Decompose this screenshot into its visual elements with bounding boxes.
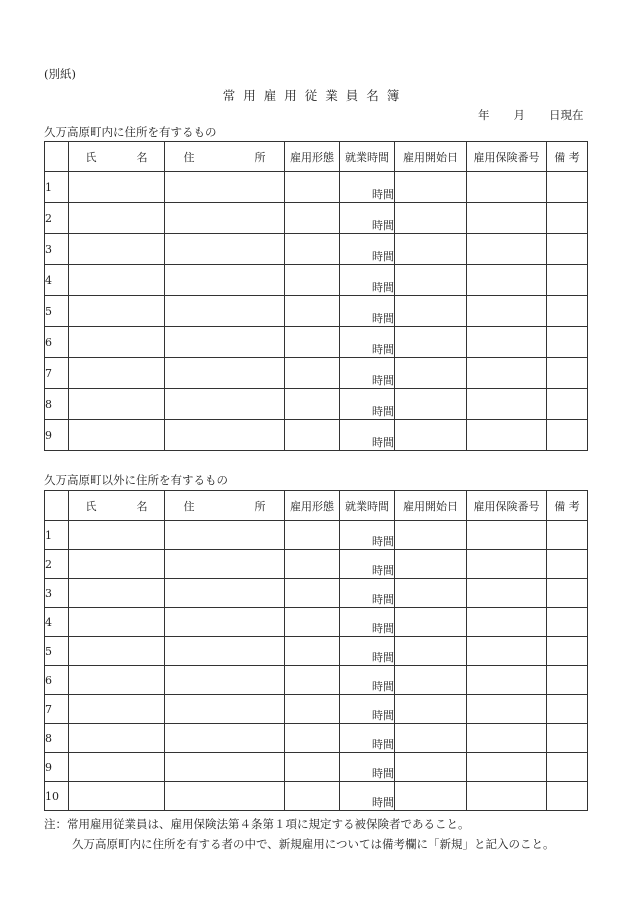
address-cell[interactable]	[165, 327, 285, 358]
address-cell[interactable]	[165, 172, 285, 203]
header-remarks-text: 備 考	[554, 499, 580, 513]
header-address-text: 所	[254, 499, 266, 513]
row-number: 2	[45, 550, 69, 579]
address-cell[interactable]	[165, 608, 285, 637]
row-number: 1	[45, 172, 69, 203]
hours-unit-label: 時間	[372, 796, 394, 809]
address-cell[interactable]	[165, 234, 285, 265]
employment-type-cell[interactable]	[285, 695, 340, 724]
header-name	[69, 142, 165, 172]
work-hours-cell[interactable]	[340, 327, 395, 358]
row-number: 4	[45, 265, 69, 296]
name-cell[interactable]	[69, 753, 165, 782]
start-date-cell[interactable]	[395, 608, 467, 637]
page-title: 常用雇用従業員名簿	[222, 88, 408, 103]
name-cell[interactable]	[69, 521, 165, 550]
employment-type-cell[interactable]	[285, 420, 340, 451]
employment-type-cell[interactable]	[285, 724, 340, 753]
header-address	[165, 491, 285, 521]
start-date-cell[interactable]	[395, 521, 467, 550]
name-cell[interactable]	[69, 389, 165, 420]
insurance-no-cell[interactable]	[467, 234, 547, 265]
header-insurance-no-text: 雇用保険番号	[473, 150, 540, 164]
table-row	[45, 753, 588, 782]
header-address-text: 住	[183, 150, 195, 164]
header-remarks	[547, 491, 588, 521]
roster-table-outside-town	[44, 490, 588, 811]
name-cell[interactable]	[69, 666, 165, 695]
header-start-date-text: 雇用開始日	[403, 499, 458, 513]
date-line	[478, 107, 584, 123]
address-cell[interactable]	[165, 420, 285, 451]
work-hours-cell[interactable]	[340, 550, 395, 579]
row-number: 3	[45, 579, 69, 608]
table-row	[45, 608, 588, 637]
remarks-cell[interactable]	[547, 389, 588, 420]
work-hours-cell[interactable]	[340, 666, 395, 695]
start-date-cell[interactable]	[395, 327, 467, 358]
insurance-no-cell[interactable]	[467, 172, 547, 203]
insurance-no-cell[interactable]	[467, 265, 547, 296]
hours-unit-label: 時間	[372, 250, 394, 263]
name-cell[interactable]	[69, 358, 165, 389]
insurance-no-cell[interactable]	[467, 637, 547, 666]
start-date-cell[interactable]	[395, 234, 467, 265]
row-number: 9	[45, 420, 69, 451]
start-date-cell[interactable]	[395, 358, 467, 389]
hours-unit-label: 時間	[372, 535, 394, 548]
remarks-cell[interactable]	[547, 521, 588, 550]
work-hours-cell[interactable]	[340, 265, 395, 296]
work-hours-cell[interactable]	[340, 234, 395, 265]
start-date-cell[interactable]	[395, 550, 467, 579]
name-cell[interactable]	[69, 327, 165, 358]
insurance-no-cell[interactable]	[467, 550, 547, 579]
header-insurance-no	[467, 491, 547, 521]
table-row	[45, 172, 588, 203]
name-cell[interactable]	[69, 550, 165, 579]
address-cell[interactable]	[165, 579, 285, 608]
insurance-no-cell[interactable]	[467, 203, 547, 234]
employment-type-cell[interactable]	[285, 203, 340, 234]
table-row	[45, 521, 588, 550]
table-row	[45, 358, 588, 389]
work-hours-cell[interactable]	[340, 296, 395, 327]
date-day-label: 日現在	[549, 108, 584, 122]
address-cell[interactable]	[165, 265, 285, 296]
header-start-date	[395, 491, 467, 521]
remarks-cell[interactable]	[547, 782, 588, 811]
employment-type-cell[interactable]	[285, 327, 340, 358]
address-cell[interactable]	[165, 695, 285, 724]
remarks-cell[interactable]	[547, 203, 588, 234]
work-hours-cell[interactable]	[340, 172, 395, 203]
start-date-cell[interactable]	[395, 753, 467, 782]
remarks-cell[interactable]	[547, 666, 588, 695]
row-number: 8	[45, 724, 69, 753]
hours-unit-label: 時間	[372, 738, 394, 751]
header-remarks	[547, 142, 588, 172]
work-hours-cell[interactable]	[340, 753, 395, 782]
attachment-label: (別紙)	[44, 67, 76, 81]
start-date-cell[interactable]	[395, 637, 467, 666]
name-cell[interactable]	[69, 782, 165, 811]
row-number: 9	[45, 753, 69, 782]
header-address-text: 住	[183, 499, 195, 513]
hours-unit-label: 時間	[372, 374, 394, 387]
address-cell[interactable]	[165, 637, 285, 666]
table-row	[45, 234, 588, 265]
header-no	[45, 142, 69, 172]
header-start-date	[395, 142, 467, 172]
table-row	[45, 550, 588, 579]
header-employment-type-text: 雇用形態	[290, 150, 334, 164]
employment-type-cell[interactable]	[285, 265, 340, 296]
roster-table-in-town	[44, 141, 588, 451]
name-cell[interactable]	[69, 203, 165, 234]
remarks-cell[interactable]	[547, 358, 588, 389]
header-employment-type	[285, 491, 340, 521]
work-hours-cell[interactable]	[340, 358, 395, 389]
note-line-2: 久万高原町内に住所を有する者の中で、新規雇用については備考欄に「新規」と記入のこと。	[72, 837, 555, 851]
start-date-cell[interactable]	[395, 296, 467, 327]
row-number: 4	[45, 608, 69, 637]
name-cell[interactable]	[69, 265, 165, 296]
table-header-row	[45, 491, 588, 521]
header-work-hours	[340, 491, 395, 521]
start-date-cell[interactable]	[395, 782, 467, 811]
employment-type-cell[interactable]	[285, 389, 340, 420]
row-number: 1	[45, 521, 69, 550]
header-remarks-text: 備 考	[554, 150, 580, 164]
employment-type-cell[interactable]	[285, 358, 340, 389]
header-name	[69, 491, 165, 521]
address-cell[interactable]	[165, 666, 285, 695]
remarks-cell[interactable]	[547, 265, 588, 296]
section-2-label: 久万高原町以外に住所を有するもの	[44, 473, 228, 487]
insurance-no-cell[interactable]	[467, 753, 547, 782]
insurance-no-cell[interactable]	[467, 695, 547, 724]
hours-unit-label: 時間	[372, 312, 394, 325]
insurance-no-cell[interactable]	[467, 608, 547, 637]
table-row	[45, 203, 588, 234]
insurance-no-cell[interactable]	[467, 420, 547, 451]
start-date-cell[interactable]	[395, 203, 467, 234]
hours-unit-label: 時間	[372, 405, 394, 418]
hours-unit-label: 時間	[372, 436, 394, 449]
address-cell[interactable]	[165, 550, 285, 579]
hours-unit-label: 時間	[372, 680, 394, 693]
start-date-cell[interactable]	[395, 172, 467, 203]
address-cell[interactable]	[165, 521, 285, 550]
name-cell[interactable]	[69, 296, 165, 327]
work-hours-cell[interactable]	[340, 579, 395, 608]
employment-type-cell[interactable]	[285, 753, 340, 782]
header-insurance-no-text: 雇用保険番号	[473, 499, 540, 513]
address-cell[interactable]	[165, 724, 285, 753]
table-row	[45, 695, 588, 724]
name-cell[interactable]	[69, 637, 165, 666]
work-hours-cell[interactable]	[340, 521, 395, 550]
header-work-hours	[340, 142, 395, 172]
note-line-1: 注：常用雇用従業員は、雇用保険法第４条第１項に規定する被保険者であること。	[44, 817, 470, 831]
remarks-cell[interactable]	[547, 172, 588, 203]
insurance-no-cell[interactable]	[467, 782, 547, 811]
header-address	[165, 142, 285, 172]
address-cell[interactable]	[165, 753, 285, 782]
remarks-cell[interactable]	[547, 234, 588, 265]
row-number: 6	[45, 666, 69, 695]
table-row	[45, 637, 588, 666]
address-cell[interactable]	[165, 389, 285, 420]
hours-unit-label: 時間	[372, 593, 394, 606]
header-address-text: 所	[254, 150, 266, 164]
start-date-cell[interactable]	[395, 724, 467, 753]
insurance-no-cell[interactable]	[467, 296, 547, 327]
work-hours-cell[interactable]	[340, 724, 395, 753]
remarks-cell[interactable]	[547, 637, 588, 666]
employment-type-cell[interactable]	[285, 550, 340, 579]
address-cell[interactable]	[165, 358, 285, 389]
row-number: 3	[45, 234, 69, 265]
employment-type-cell[interactable]	[285, 608, 340, 637]
header-employment-type-text: 雇用形態	[290, 499, 334, 513]
table-row	[45, 296, 588, 327]
name-cell[interactable]	[69, 234, 165, 265]
table-row	[45, 420, 588, 451]
hours-unit-label: 時間	[372, 622, 394, 635]
name-cell[interactable]	[69, 724, 165, 753]
date-month-label: 月	[513, 108, 525, 122]
remarks-cell[interactable]	[547, 608, 588, 637]
header-name-text: 名	[136, 150, 148, 164]
remarks-cell[interactable]	[547, 550, 588, 579]
hours-unit-label: 時間	[372, 564, 394, 577]
hours-unit-label: 時間	[372, 767, 394, 780]
start-date-cell[interactable]	[395, 579, 467, 608]
hours-unit-label: 時間	[372, 709, 394, 722]
remarks-cell[interactable]	[547, 724, 588, 753]
insurance-no-cell[interactable]	[467, 724, 547, 753]
address-cell[interactable]	[165, 203, 285, 234]
work-hours-cell[interactable]	[340, 695, 395, 724]
insurance-no-cell[interactable]	[467, 358, 547, 389]
section-1-label: 久万高原町内に住所を有するもの	[44, 125, 217, 139]
hours-unit-label: 時間	[372, 219, 394, 232]
row-number: 2	[45, 203, 69, 234]
remarks-cell[interactable]	[547, 753, 588, 782]
table-row	[45, 389, 588, 420]
address-cell[interactable]	[165, 296, 285, 327]
header-work-hours-text: 就業時間	[345, 150, 389, 164]
table-row	[45, 724, 588, 753]
name-cell[interactable]	[69, 420, 165, 451]
header-work-hours-text: 就業時間	[345, 499, 389, 513]
header-name-text: 氏	[85, 150, 97, 164]
work-hours-cell[interactable]	[340, 203, 395, 234]
name-cell[interactable]	[69, 579, 165, 608]
date-year-label: 年	[478, 108, 490, 122]
work-hours-cell[interactable]	[340, 637, 395, 666]
remarks-cell[interactable]	[547, 695, 588, 724]
employment-type-cell[interactable]	[285, 637, 340, 666]
remarks-cell[interactable]	[547, 296, 588, 327]
table-row	[45, 265, 588, 296]
start-date-cell[interactable]	[395, 666, 467, 695]
row-number: 7	[45, 358, 69, 389]
hours-unit-label: 時間	[372, 281, 394, 294]
insurance-no-cell[interactable]	[467, 666, 547, 695]
header-insurance-no	[467, 142, 547, 172]
remarks-cell[interactable]	[547, 420, 588, 451]
header-start-date-text: 雇用開始日	[403, 150, 458, 164]
hours-unit-label: 時間	[372, 651, 394, 664]
employment-type-cell[interactable]	[285, 666, 340, 695]
address-cell[interactable]	[165, 782, 285, 811]
employment-type-cell[interactable]	[285, 521, 340, 550]
table-row	[45, 579, 588, 608]
insurance-no-cell[interactable]	[467, 521, 547, 550]
hours-unit-label: 時間	[372, 188, 394, 201]
table-row	[45, 782, 588, 811]
row-number: 7	[45, 695, 69, 724]
start-date-cell[interactable]	[395, 265, 467, 296]
start-date-cell[interactable]	[395, 420, 467, 451]
table-row	[45, 327, 588, 358]
remarks-cell[interactable]	[547, 327, 588, 358]
header-no	[45, 491, 69, 521]
start-date-cell[interactable]	[395, 389, 467, 420]
name-cell[interactable]	[69, 608, 165, 637]
remarks-cell[interactable]	[547, 579, 588, 608]
employment-type-cell[interactable]	[285, 172, 340, 203]
row-number: 6	[45, 327, 69, 358]
work-hours-cell[interactable]	[340, 389, 395, 420]
work-hours-cell[interactable]	[340, 608, 395, 637]
insurance-no-cell[interactable]	[467, 327, 547, 358]
work-hours-cell[interactable]	[340, 782, 395, 811]
table-header-row	[45, 142, 588, 172]
row-number: 5	[45, 296, 69, 327]
header-name-text: 名	[136, 499, 148, 513]
work-hours-cell[interactable]	[340, 420, 395, 451]
header-name-text: 氏	[85, 499, 97, 513]
employment-type-cell[interactable]	[285, 782, 340, 811]
name-cell[interactable]	[69, 172, 165, 203]
employment-type-cell[interactable]	[285, 234, 340, 265]
row-number: 10	[45, 782, 69, 811]
row-number: 5	[45, 637, 69, 666]
row-number: 8	[45, 389, 69, 420]
table-row	[45, 666, 588, 695]
insurance-no-cell[interactable]	[467, 579, 547, 608]
employment-type-cell[interactable]	[285, 579, 340, 608]
hours-unit-label: 時間	[372, 343, 394, 356]
start-date-cell[interactable]	[395, 695, 467, 724]
insurance-no-cell[interactable]	[467, 389, 547, 420]
header-employment-type	[285, 142, 340, 172]
name-cell[interactable]	[69, 695, 165, 724]
employment-type-cell[interactable]	[285, 296, 340, 327]
